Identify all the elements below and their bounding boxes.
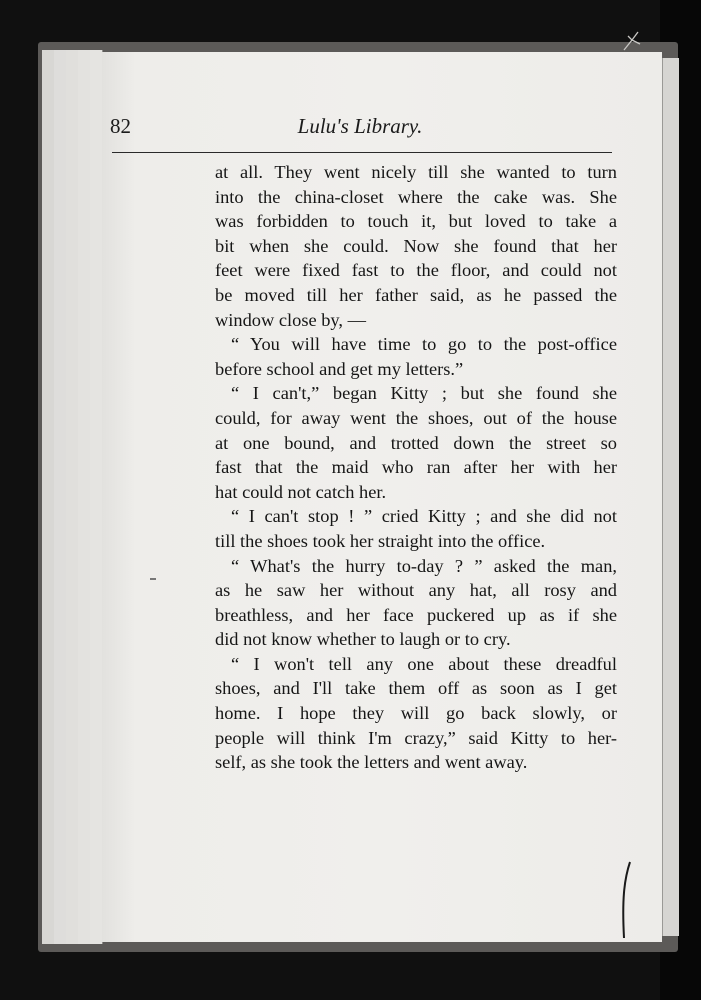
text-line: into the china-closet where the cake was. She	[215, 186, 617, 207]
text-line: was forbidden to touch it, but loved to take a	[215, 211, 617, 232]
running-title: Lulu's Library.	[297, 114, 423, 138]
page-header	[110, 112, 610, 142]
body-text	[215, 160, 617, 775]
text-line: bit when she could. Now she found that her	[215, 235, 617, 256]
text-line: did not know whether to laugh or to cry.	[215, 629, 511, 650]
text-line: be moved till her father said, as he passed the	[215, 284, 617, 305]
text-line: could, for away went the shoes, out of the house	[215, 407, 617, 428]
text-line: till the shoes took her straight into the office.	[215, 530, 546, 551]
text-line: people will think I'm crazy,” said Kitty to her-	[215, 727, 617, 748]
text-line: shoes, and I'll take them off as soon as I get	[215, 678, 617, 699]
text-line: at all. They went nicely till she wanted to turn	[215, 162, 617, 182]
page-number: 82	[110, 114, 131, 138]
text-line: “ I can't,” began Kitty ; but she found she	[231, 383, 617, 404]
text-line: “ I won't tell any one about these dreadful	[231, 653, 617, 674]
text-line: “ You will have time to go to the post-office	[231, 334, 617, 355]
text-line: as he saw her without any hat, all rosy and	[215, 580, 617, 601]
torn-corner-mark	[622, 30, 642, 52]
text-line: “ What's the hurry to-day ? ” asked the man,	[231, 555, 617, 576]
facing-page-edge	[662, 58, 679, 936]
text-line: feet were fixed fast to the floor, and could not	[215, 260, 617, 281]
text-line: self, as she took the letters and went away.	[215, 752, 528, 773]
text-line: at one bound, and trotted down the street so	[215, 432, 617, 453]
page-edge-mark	[618, 860, 636, 940]
text-line: breathless, and her face puckered up as if she	[215, 604, 617, 625]
stray-mark	[150, 578, 156, 580]
text-line: window close by, —	[215, 309, 367, 330]
text-line: home. I hope they will go back slowly, or	[215, 703, 617, 724]
text-line: fast that the maid who ran after her with her	[215, 457, 617, 478]
header-rule	[112, 152, 612, 153]
text-line: “ I can't stop ! ” cried Kitty ; and she did not	[231, 506, 617, 527]
text-line: before school and get my letters.”	[215, 358, 464, 379]
text-line: hat could not catch her.	[215, 481, 387, 502]
